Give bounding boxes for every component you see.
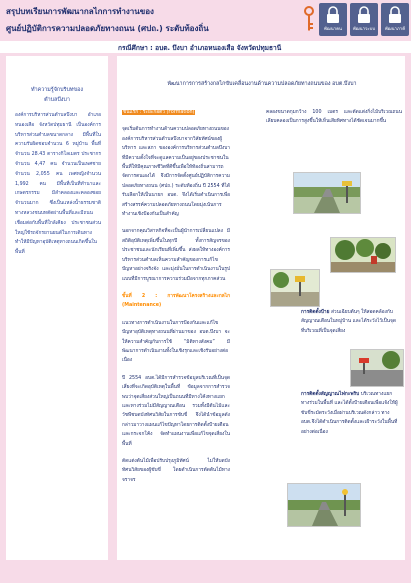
case-study-bar bbox=[0, 41, 411, 53]
caption-sign bbox=[301, 308, 399, 336]
lock-icon bbox=[357, 6, 371, 24]
road-photo bbox=[270, 269, 320, 307]
lock-icon bbox=[326, 6, 340, 24]
stage-2-paragraph-1: แนวทางการดำเนินงานในการป้องกันและแก้ไขปัญหาอุบัติเหตุทางถนนที่ผ่านมาของ อบต.บึงบา จะให้ความสำคัญกับการใช้ “มิติทางสังคม” มีพัฒนาการดำเนินงานทั้งในเชิงรุกและเชิงรับอย่างต่อเนื่อง bbox=[122, 320, 230, 364]
column-1 bbox=[122, 108, 230, 493]
sidebar-context bbox=[6, 56, 108, 560]
badge-label: พัฒนาภาคี bbox=[384, 27, 406, 32]
stage-1-heading: ขั้นแรก : ระยะก่อตัว (Formation) bbox=[123, 110, 195, 115]
badge-develop-partners bbox=[381, 3, 409, 36]
header bbox=[0, 0, 411, 40]
stage-1-paragraph-2: นอกจากคุณวิสาหกิจที่จะเป็นผู้นำการเปลี่ยนแปลง มีสถิติอุบัติเหตุเพิ่มขึ้นในทุกปี ทั้งการสัญจรของประชาชนและนักเรียนที่เพิ่มขึ้น ส่งผลให้ทางองค์การบริหารส่วนตำบลเห็นความสำคัญของการแก้ไขปัญหาอย่างจริงจัง และมุ่งมั่นในการดำเนินงานในรูปแบบที่มีการบูรณาการความร่วมมือจากทุกภาคส่วน bbox=[122, 229, 230, 282]
badge-label: พัฒนาคน bbox=[324, 27, 342, 32]
road-photo bbox=[330, 237, 396, 273]
road-photo bbox=[350, 349, 404, 387]
column-2-top-text: คลองขนาดกุมกว้าง 100 เมตร และตัดแต่งกิ่งไม้บริเวณถนนเลียบคลองเป็นการสูงขึ้นให้เห็นเสียทิศทางได้ชัดเจนมากขึ้น bbox=[266, 110, 402, 125]
stage-2-paragraph-2: ปี 2554 อบต.ได้มีการสำรวจข้อมูลบริเวณที่เป็นจุดเสี่ยงที่จะเกิดอุบัติเหตุในพื้นที่ ข้อมูลจากการสำรวจพบว่าจุดเสี่ยงส่วนใหญ่เป็นถนนที่มีทางโค้งทางแยก และทางร่วมไม่มีสัญญาณเตือน รวมทั้งมีต้นไม้และวัชพืชบดบังทัศนวิสัยในการขับขี่ จึงได้นำข้อมูลดังกล่าวมาวางแผนแก้ไขปัญหาโดยการติดตั้งป้ายเตือนและกระจกโค้ง จัดทำแผนงานเพื่อแก้ไขจุดเสี่ยงในพื้นที่ bbox=[122, 375, 230, 447]
sidebar-heading-line-1: ทำความรู้จักบริบทของ bbox=[31, 87, 83, 93]
caption-flashing-light bbox=[301, 390, 399, 437]
main-content bbox=[117, 56, 405, 560]
column-2 bbox=[266, 108, 402, 127]
lock-icon bbox=[388, 6, 402, 24]
badge-label: พัฒนาระบบ bbox=[352, 27, 376, 32]
road-photo bbox=[293, 172, 361, 214]
caption-flashing-light-bold: การติดตั้งสัญญาณไฟกะพริบ bbox=[301, 392, 360, 397]
road-photo bbox=[287, 483, 361, 527]
sidebar-heading bbox=[18, 85, 96, 105]
key-icon bbox=[303, 6, 315, 32]
caption-sign-bold: การติดตั้งป้าย bbox=[301, 310, 330, 315]
title-line-1: สรุปบทเรียนการพัฒนากลไกการทำงานของ bbox=[6, 7, 154, 16]
case-study-label: กรณีศึกษา : อบต. บึงบา อำเภอหนองเสือ จังหวัดปทุมธานี bbox=[118, 44, 282, 52]
stage-2-heading: ขั้นที่ 2 : การพัฒนาโครงสร้างและกลไก (Maintenance) bbox=[122, 293, 230, 309]
caption-flashing-light-rest: บริเวณทางแยกทางร่วมในพื้นที่ และได้ตั้งป้ายเตือนเพื่อแจ้งให้ผู้ขับขี่ระมัดระวังเมื่อผ่านบริเวณดังกล่าว ทาง อบต.จึงได้ดำเนินการติดตั้งและเฝ้าระวังในพื้นที่อย่างต่อเนื่อง bbox=[301, 392, 398, 435]
badge-develop-system bbox=[350, 3, 378, 36]
stage-1-paragraph-1: จุดเริ่มต้นการทำงานด้านความปลอดภัยทางถนนขององค์การบริหารส่วนตำบลบึงบาจากวิสัยทัศน์ของผู้บริหาร และสภา ขององค์การบริหารส่วนตำบลบึงบา ที่มีความตั้งใจที่จะดูแลความเป็นอยู่ของประชาชนในพื้นที่ให้มีคุณภาพชีวิตที่ดีขึ้นเพื่อให้ท้องถิ่นสามารถจัดการตนเองได้ จึงมีการจัดตั้งศูนย์ปฏิบัติการความปลอดภัยทางถนน (ศปถ.) ระดับท้องถิ่น ปี 2554 ที่ได้รับเลือกให้เป็นนายก อบต. จึงได้เริ่มดำเนินการเพื่อสร้างสรรค์ความปลอดภัยทางถนนโดยมุ่งเน้นการทำงานเชิงป้องกันเป็นสำคัญ bbox=[122, 127, 230, 218]
title-line-2: ศูนย์ปฏิบัติการความปลอดภัยทางถนน (ศปถ.) ระดับท้องถิ่น bbox=[6, 24, 209, 33]
main-title: พัฒนาการการสร้างกลไกขับเคลื่อนงานด้านความปลอดภัยทางถนนของ อบต.บึงบา bbox=[167, 81, 357, 87]
stage-2-paragraph-3: ตัดแต่งต้นไม้เพื่อปรับปรุงภูมิทัศน์ ไม่ให้บดบังทัศนวิสัยของผู้ขับขี่ โดยดำเนินการตัดต้นไม้ทางจราจร bbox=[122, 459, 230, 483]
sidebar-heading-line-2: ตำบลบึงบา bbox=[44, 97, 70, 103]
sidebar-body: องค์การบริหารส่วนตำบลบึงบา อำเภอหนองเสือ จังหวัดปทุมธานี เป็นองค์การบริหารส่วนตำบลขนาดกลาง มีพื้นที่ในความรับผิดชอบจำนวน 6 หมู่บ้าน พื้นที่จำนวน 28.43 ตารางกิโลเมตร ประชากรจำนวน 4,47 คน จำนวนเป็นเพศชาย จำนวน 2,055 คน เพศหญิงจำนวน 1,992 คน มีพื้นที่เป็นที่ทำนาและเกษตรกรรม มีลำคลองและคลองซอยจำนวนมาก ซึ่งเป็นแหล่งน้ำธรรมชาติ ทางหลวงชนบทตัดผ่านพื้นที่และมีถนนเชื่อมต่อกับพื้นที่ใกล้เคียง ประชาชนส่วนใหญ่ใช้รถจักรยานยนต์ในการเดินทาง ทำให้มีปัญหาอุบัติเหตุทางถนนเกิดขึ้นในพื้นที่ bbox=[15, 113, 101, 256]
caption-sign-rest: ส่วนเฉียบต้นๆ ให้สอดคล้องกับสัญญาณเตือนในหมู่บ้าน และได้ระวังไว้เป็นจุดที่บริเวณที่เป็นจุดเสี่ยง bbox=[301, 310, 396, 334]
badge-develop-people bbox=[319, 3, 347, 36]
